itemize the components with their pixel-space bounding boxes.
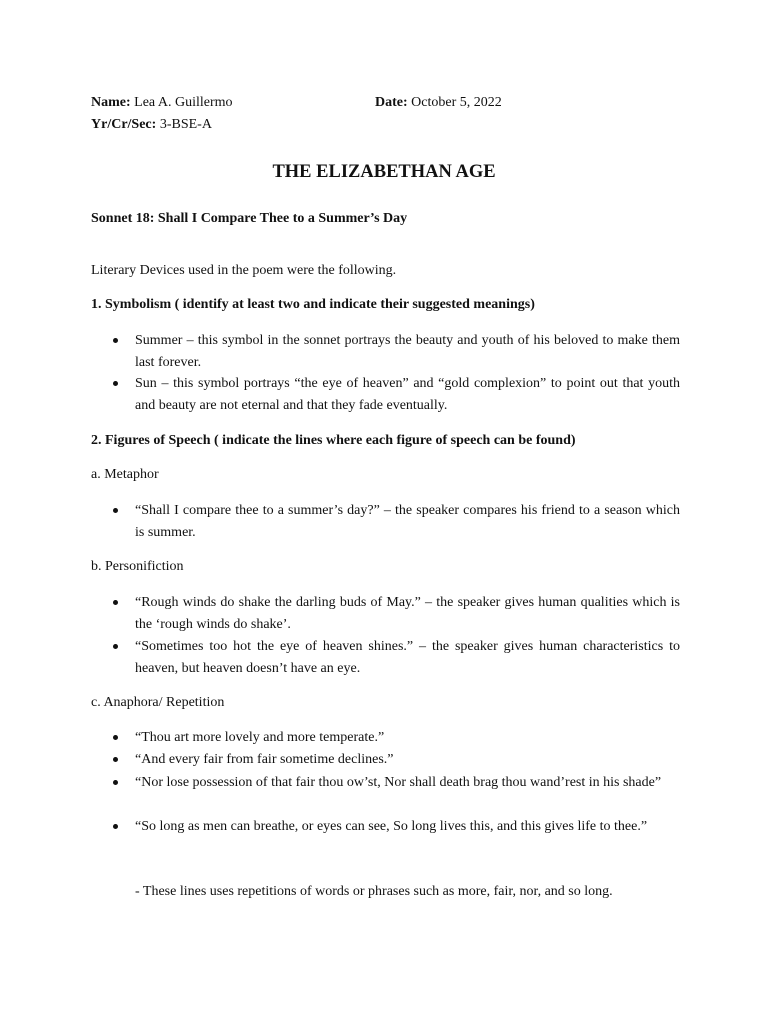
date-line — [375, 95, 502, 111]
date-label: Date: — [375, 95, 408, 110]
bullet-icon — [113, 644, 118, 649]
symbolism-item: Summer – this symbol in the sonnet portrays the beauty and youth of his beloved to make them last forever. — [135, 333, 680, 370]
date-value: October 5, 2022 — [411, 95, 502, 110]
bullet-icon — [113, 780, 118, 785]
name-line — [91, 95, 233, 111]
personification-item: “Rough winds do shake the darling buds of May.” – the speaker gives human qualities which is the ‘rough winds do shake’. — [135, 595, 680, 632]
anaphora-item: “And every fair from fair sometime declines.” — [135, 752, 394, 767]
page-title: THE ELIZABETHAN AGE — [272, 162, 496, 182]
anaphora-item: “Thou art more lovely and more temperate.” — [135, 730, 385, 745]
bullet-icon — [113, 600, 118, 605]
personification-item: “Sometimes too hot the eye of heaven shines.” – the speaker gives human characteristics to heaven, but heaven doesn’t have an eye. — [135, 639, 680, 676]
section-value: 3-BSE-A — [159, 117, 212, 132]
section-line — [91, 117, 212, 133]
bullet-icon — [113, 735, 118, 740]
anaphora-note: - These lines uses repetitions of words or phrases such as more, fair, nor, and so long. — [135, 884, 613, 899]
bullet-icon — [113, 824, 118, 829]
symbolism-heading: 1. Symbolism ( identify at least two and indicate their suggested meanings) — [91, 297, 535, 312]
name-label: Name: — [91, 95, 131, 110]
bullet-icon — [113, 757, 118, 762]
personification-label: b. Personifiction — [91, 559, 184, 574]
figures-heading: 2. Figures of Speech ( indicate the lines where each figure of speech can be found) — [91, 433, 576, 448]
section-label: Yr/Cr/Sec: — [91, 117, 157, 132]
bullet-icon — [113, 381, 118, 386]
anaphora-item: “So long as men can breathe, or eyes can see, So long lives this, and this gives life to thee.” — [135, 819, 648, 834]
subtitle: Sonnet 18: Shall I Compare Thee to a Summer’s Day — [91, 211, 408, 226]
intro-text: Literary Devices used in the poem were the following. — [91, 263, 397, 278]
metaphor-label: a. Metaphor — [91, 467, 159, 482]
symbolism-item: Sun – this symbol portrays “the eye of heaven” and “gold complexion” to point out that youth and beauty are not eternal and that they fade eventually. — [135, 376, 680, 413]
metaphor-item: “Shall I compare thee to a summer’s day?” – the speaker compares his friend to a season which is summer. — [135, 503, 680, 540]
anaphora-item: “Nor lose possession of that fair thou ow’st, Nor shall death brag thou wand’rest in his shade” — [135, 775, 662, 790]
anaphora-label: c. Anaphora/ Repetition — [91, 695, 225, 710]
bullet-icon — [113, 338, 118, 343]
bullet-icon — [113, 508, 118, 513]
name-value: Lea A. Guillermo — [134, 95, 233, 110]
